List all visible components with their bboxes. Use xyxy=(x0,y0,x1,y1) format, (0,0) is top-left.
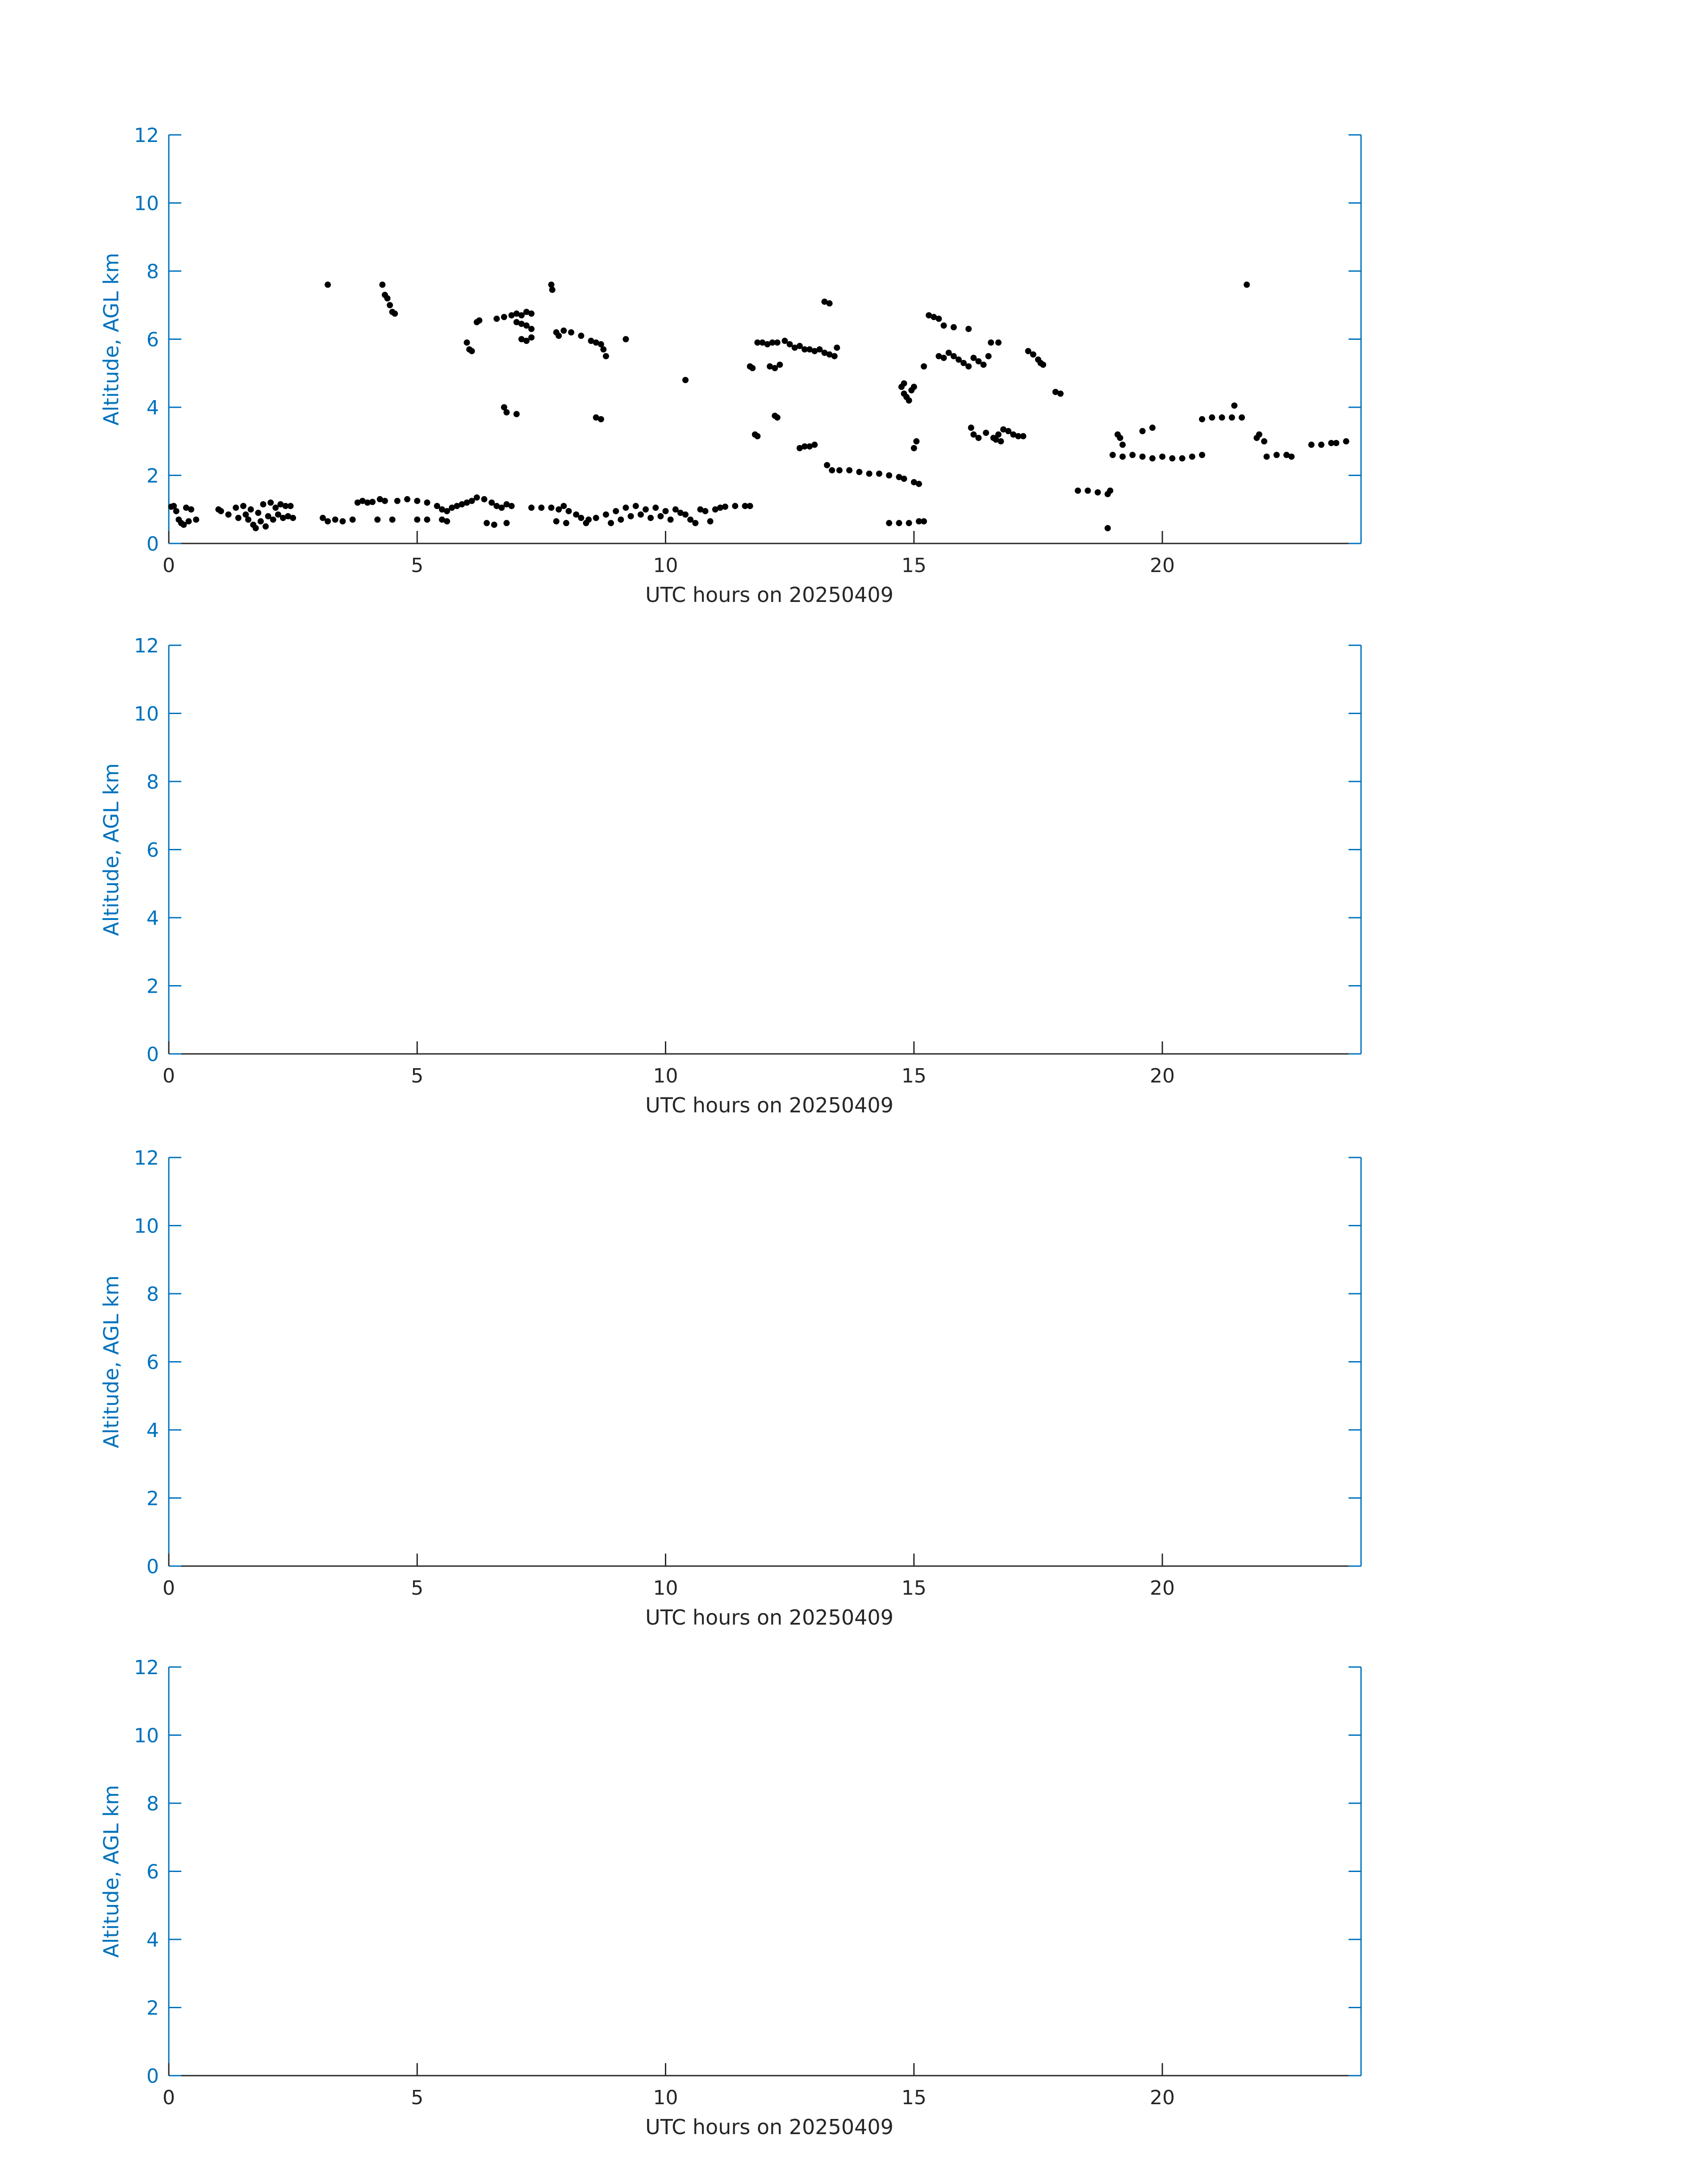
panel-1-data-point xyxy=(384,295,391,301)
panel-1-data-point xyxy=(1105,525,1111,531)
panel-1-data-point xyxy=(692,520,698,526)
panel-1-data-point xyxy=(566,508,572,514)
panel-1-data-point xyxy=(876,471,882,477)
panel-1-data-point xyxy=(549,287,555,293)
panel-1-data-point xyxy=(1119,442,1126,448)
panel-1-ytick-label: 12 xyxy=(134,124,159,147)
panel-1-data-point xyxy=(387,302,393,308)
panel-3-xtick-label: 5 xyxy=(411,1577,424,1600)
panel-2-ytick-label: 0 xyxy=(146,1043,159,1066)
panel-1-data-point xyxy=(1244,282,1250,288)
panel-1-data-point xyxy=(481,496,487,502)
panel-1-data-point xyxy=(560,327,567,334)
panel-1-data-point xyxy=(1057,391,1064,397)
panel-1-data-point xyxy=(896,520,902,526)
panel-1-data-point xyxy=(1040,362,1046,368)
panel-1-data-point xyxy=(911,384,917,390)
panel-3-ytick-label: 0 xyxy=(146,1555,159,1578)
panel-4-ytick-label: 4 xyxy=(146,1929,159,1951)
panel-1-data-point xyxy=(578,333,584,339)
panel-1-data-point xyxy=(747,503,753,509)
panel-1-data-point xyxy=(834,345,840,351)
panel-1-data-point xyxy=(965,326,972,332)
panel-1-data-point xyxy=(732,503,738,509)
panel-1-data-point xyxy=(623,505,629,511)
panel-1-data-point xyxy=(643,506,649,513)
panel-1-data-point xyxy=(913,438,919,444)
panel-2-xtick-label: 5 xyxy=(411,1065,424,1087)
panel-1-ylabel: Altitude, AGL km xyxy=(99,252,123,426)
panel-1-data-point xyxy=(1229,414,1235,421)
panel-1-data-point xyxy=(975,435,981,441)
panel-1-data-point xyxy=(258,518,264,524)
panel-1-data-point xyxy=(657,513,664,519)
panel-1-data-point xyxy=(1308,442,1315,448)
panel-1-data-point xyxy=(501,314,507,320)
panel-1-data-point xyxy=(392,310,398,317)
panel-1-data-point xyxy=(260,501,266,507)
panel-1-data-point xyxy=(350,517,356,523)
panel-1-xtick-label: 5 xyxy=(411,554,424,577)
panel-1-data-point xyxy=(1169,455,1175,461)
panel-1-data-point xyxy=(414,517,420,523)
panel-3-ytick-label: 6 xyxy=(146,1351,159,1374)
panel-1-data-point xyxy=(560,503,567,509)
panel-4-xtick-label: 20 xyxy=(1150,2086,1175,2109)
panel-1-data-point xyxy=(255,510,261,516)
panel-1-data-point xyxy=(1094,489,1101,496)
panel-1-data-point xyxy=(248,506,254,513)
panel-2-xtick-label: 0 xyxy=(163,1065,175,1087)
panel-1-data-point xyxy=(941,322,947,329)
panel-1-data-point xyxy=(774,414,781,421)
panel-1-data-point xyxy=(1119,454,1126,460)
panel-1-data-point xyxy=(921,518,927,524)
panel-4-ytick-label: 12 xyxy=(134,1656,159,1679)
panel-1-data-point xyxy=(578,515,584,521)
panel-3-xtick-label: 0 xyxy=(163,1577,175,1600)
panel-1-data-point xyxy=(886,520,892,526)
panel-1-xlabel: UTC hours on 20250409 xyxy=(645,583,894,607)
panel-1-data-point xyxy=(598,416,604,422)
panel-4-ylabel: Altitude, AGL km xyxy=(99,1784,123,1958)
panel-1-data-point xyxy=(332,517,338,523)
panel-1-data-point xyxy=(389,517,396,523)
panel-1-data-point xyxy=(424,500,430,506)
panel-1-data-point xyxy=(986,353,992,359)
panel-1-data-point xyxy=(339,518,346,524)
panel-1-data-point xyxy=(504,409,510,415)
panel-1-data-point xyxy=(1075,488,1081,494)
panel-2-xtick-label: 20 xyxy=(1150,1065,1175,1087)
panel-1-data-point xyxy=(906,397,912,404)
panel-1-data-point xyxy=(528,334,535,341)
panel-1-data-point xyxy=(188,506,194,513)
panel-1-data-point xyxy=(1209,414,1215,421)
panel-1-data-point xyxy=(916,481,922,487)
panel-1-data-point xyxy=(263,523,269,530)
panel-1-data-point xyxy=(1264,454,1270,460)
panel-1-data-point xyxy=(464,339,470,346)
panel-3-xtick-label: 15 xyxy=(901,1577,927,1600)
panel-1-data-point xyxy=(749,365,756,371)
panel-1-data-point xyxy=(379,282,385,288)
panel-1-data-point xyxy=(476,318,482,324)
panel-1-data-point xyxy=(1149,425,1156,431)
panel-1-ytick-label: 4 xyxy=(146,397,159,419)
panel-1-data-point xyxy=(1288,454,1295,460)
panel-1-data-point xyxy=(1020,433,1027,439)
panel-1-data-point xyxy=(514,411,520,417)
panel-1-data-point xyxy=(652,505,659,511)
panel-2-ytick-label: 2 xyxy=(146,975,159,998)
panel-3-xtick-label: 10 xyxy=(653,1577,678,1600)
panel-1-xtick-label: 10 xyxy=(653,554,678,577)
panel-1-data-point xyxy=(638,511,644,518)
panel-1-data-point xyxy=(245,517,251,523)
panel-1-data-point xyxy=(173,508,180,514)
panel-1-data-point xyxy=(593,515,599,521)
panel-1-data-point xyxy=(1231,402,1237,409)
panel-1-data-point xyxy=(951,324,957,330)
panel-1-data-point xyxy=(374,517,380,523)
panel-1-data-point xyxy=(1117,435,1123,441)
panel-3-ytick-label: 8 xyxy=(146,1283,159,1306)
panel-1-data-point xyxy=(811,442,818,448)
panel-1-data-point xyxy=(1159,454,1165,460)
panel-1-data-point xyxy=(484,520,490,526)
panel-1-data-point xyxy=(988,339,994,346)
panel-1-data-point xyxy=(1333,440,1339,446)
panel-1-ytick-label: 6 xyxy=(146,328,159,351)
panel-1-data-point xyxy=(608,520,614,526)
panel-1-data-point xyxy=(618,517,624,523)
panel-1-data-point xyxy=(1274,452,1280,458)
panel-4-xlabel: UTC hours on 20250409 xyxy=(645,2115,894,2139)
panel-1-data-point xyxy=(491,522,497,528)
panel-1-data-point xyxy=(921,364,927,370)
panel-2-ytick-label: 4 xyxy=(146,907,159,930)
panel-1-data-point xyxy=(1179,455,1186,461)
panel-4-ytick-label: 6 xyxy=(146,1860,159,1884)
panel-1-data-point xyxy=(193,517,199,523)
panel-1-data-point xyxy=(754,433,760,439)
panel-1-data-point xyxy=(253,525,259,531)
panel-1-data-point xyxy=(1085,488,1091,494)
panel-1-data-point xyxy=(613,508,619,514)
panel-2-ytick-label: 12 xyxy=(134,635,159,657)
panel-1-data-point xyxy=(998,438,1004,444)
panel-2-ytick-label: 10 xyxy=(134,702,159,726)
panel-2-ylabel: Altitude, AGL km xyxy=(99,763,123,936)
panel-1-data-point xyxy=(702,508,709,514)
panel-1-data-point xyxy=(553,518,560,524)
panel-1-data-point xyxy=(555,333,562,339)
panel-1-data-point xyxy=(424,517,430,523)
panel-1-data-point xyxy=(836,467,843,473)
panel-1-data-point xyxy=(941,355,947,361)
panel-1-data-point xyxy=(548,505,555,511)
panel-4-xtick-label: 5 xyxy=(411,2086,424,2109)
panel-1-data-point xyxy=(1189,454,1195,460)
panel-1-data-point xyxy=(1239,414,1245,421)
panel-2-ytick-label: 6 xyxy=(146,839,159,862)
panel-1-data-point xyxy=(290,515,296,521)
panel-1-data-point xyxy=(647,515,654,521)
panel-1-data-point xyxy=(901,476,907,482)
panel-1-data-point xyxy=(233,505,239,511)
panel-4-ytick-label: 10 xyxy=(134,1724,159,1747)
panel-1-data-point xyxy=(827,300,833,306)
panel-3-ytick-label: 2 xyxy=(146,1487,159,1510)
panel-1-data-point xyxy=(935,316,942,322)
panel-3-ytick-label: 10 xyxy=(134,1215,159,1238)
panel-2-xtick-label: 10 xyxy=(653,1065,678,1087)
panel-2-xlabel: UTC hours on 20250409 xyxy=(645,1093,894,1117)
panel-1-data-point xyxy=(218,508,224,514)
panel-1-data-point xyxy=(469,348,475,354)
panel-1-data-point xyxy=(1199,416,1205,422)
panel-1-data-point xyxy=(382,498,388,504)
panel-1-data-point xyxy=(911,445,917,451)
panel-1-data-point xyxy=(628,513,634,519)
panel-1-data-point xyxy=(1256,431,1262,438)
panel-1-data-point xyxy=(722,504,728,510)
panel-1-ytick-label: 8 xyxy=(146,260,159,283)
panel-1-data-point xyxy=(267,500,274,506)
panel-1-data-point xyxy=(603,353,609,359)
panel-1-data-point xyxy=(226,511,232,518)
panel-1-data-point xyxy=(325,518,331,524)
panel-1-data-point xyxy=(1149,455,1156,461)
panel-1-data-point xyxy=(1140,454,1146,460)
panel-1-data-point xyxy=(1030,351,1036,358)
panel-1-data-point xyxy=(528,326,535,332)
panel-1-xtick-label: 20 xyxy=(1150,554,1175,577)
panel-1-data-point xyxy=(240,503,246,509)
panel-1-ytick-label: 10 xyxy=(134,192,159,215)
panel-4-xtick-label: 0 xyxy=(163,2086,175,2109)
panel-1-xtick-label: 15 xyxy=(901,554,927,577)
panel-4-xtick-label: 15 xyxy=(901,2086,927,2109)
panel-2-ytick-label: 8 xyxy=(146,771,159,794)
panel-1-data-point xyxy=(1107,488,1113,494)
panel-1-data-point xyxy=(509,503,515,509)
panel-1-data-point xyxy=(906,520,912,526)
panel-3-xtick-label: 20 xyxy=(1150,1577,1175,1600)
panel-1-data-point xyxy=(668,517,674,523)
panel-1-data-point xyxy=(325,282,331,288)
panel-1-data-point xyxy=(824,462,830,468)
panel-1-data-point xyxy=(983,430,989,436)
panel-1-data-point xyxy=(414,498,420,504)
panel-3-xlabel: UTC hours on 20250409 xyxy=(645,1605,894,1630)
panel-1-data-point xyxy=(528,505,535,511)
panel-1-data-point xyxy=(583,520,589,526)
panel-1-data-point xyxy=(682,377,689,383)
panel-1-data-point xyxy=(1318,442,1324,448)
panel-1-data-point xyxy=(846,467,852,473)
panel-1-data-point xyxy=(1343,438,1349,444)
panel-1-data-point xyxy=(633,503,639,509)
panel-1-data-point xyxy=(663,508,669,514)
panel-1-data-point xyxy=(288,503,294,509)
panel-1-data-point xyxy=(623,336,629,343)
panel-3-ylabel: Altitude, AGL km xyxy=(99,1275,123,1449)
panel-1-data-point xyxy=(444,518,450,524)
panel-1-xtick-label: 0 xyxy=(163,554,175,577)
panel-4-ytick-label: 0 xyxy=(146,2065,159,2088)
panel-1-data-point xyxy=(829,467,835,473)
panel-1-data-point xyxy=(493,316,500,322)
panel-1-ytick-label: 0 xyxy=(146,533,159,556)
panel-1-data-point xyxy=(1110,452,1116,458)
panel-1-data-point xyxy=(1140,428,1146,434)
panel-1-data-point xyxy=(707,518,714,524)
panel-1-data-point xyxy=(603,511,609,518)
panel-1-data-point xyxy=(563,520,569,526)
panel-1-data-point xyxy=(394,498,401,504)
panel-1-data-point xyxy=(777,362,783,368)
panel-1-data-point xyxy=(866,471,873,477)
panel-1-data-point xyxy=(1219,414,1225,421)
panel-4-xtick-label: 10 xyxy=(653,2086,678,2109)
panel-1-data-point xyxy=(270,517,276,523)
panel-1-data-point xyxy=(504,520,510,526)
panel-1-data-point xyxy=(901,380,907,387)
panel-1-data-point xyxy=(1129,452,1136,458)
panel-1-data-point xyxy=(1199,452,1205,458)
panel-1-data-point xyxy=(369,499,376,505)
panel-1-data-point xyxy=(995,339,1002,346)
panel-1-data-point xyxy=(538,505,544,511)
panel-1-data-point xyxy=(965,364,972,370)
panel-4-ytick-label: 2 xyxy=(146,1997,159,2020)
panel-3-ytick-label: 4 xyxy=(146,1419,159,1442)
panel-2-xtick-label: 15 xyxy=(901,1065,927,1087)
panel-1-data-point xyxy=(600,346,606,352)
panel-1-data-point xyxy=(404,496,410,502)
panel-1-data-point xyxy=(235,515,242,521)
panel-1-data-point xyxy=(682,511,689,518)
panel-1-data-point xyxy=(856,469,862,475)
panel-4-ytick-label: 8 xyxy=(146,1793,159,1815)
panel-1-data-point xyxy=(186,518,192,524)
panel-1-data-point xyxy=(1261,438,1267,444)
panel-1-data-point xyxy=(831,353,838,359)
panel-1-data-point xyxy=(981,362,987,368)
panel-1-data-point xyxy=(774,339,781,346)
panel-3-ytick-label: 12 xyxy=(134,1147,159,1170)
panel-1-data-point xyxy=(568,329,574,335)
panel-1-ytick-label: 2 xyxy=(146,464,159,488)
panel-1-data-point xyxy=(886,472,892,479)
panel-1-data-point xyxy=(474,494,480,501)
panel-1-data-point xyxy=(528,310,535,317)
panel-1-data-point xyxy=(968,425,974,431)
